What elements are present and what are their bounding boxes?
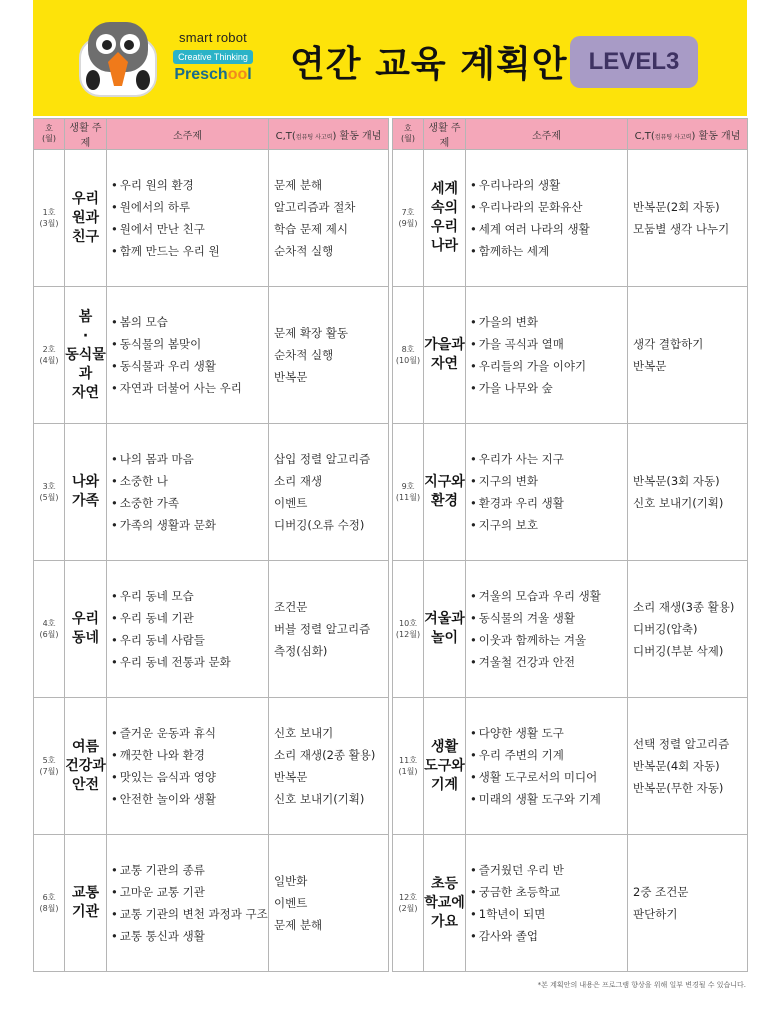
subtopic-item: • 지구의 변화 (470, 470, 627, 492)
plan-table-right (392, 118, 748, 972)
subtopic-item: • 우리 동네 모습 (111, 585, 268, 607)
theme-cell (65, 698, 107, 835)
col-header-ct-prefix: C,T( (634, 130, 655, 142)
theme-cell (65, 561, 107, 698)
ct-concept-item: 반복문 (274, 770, 308, 784)
ct-concept-cell (269, 561, 389, 698)
theme-cell-text: 우리 원과 친구 (71, 190, 100, 245)
subtopic-item: • 우리들의 가을 이야기 (470, 355, 627, 377)
subtopic-item: • 우리 원의 환경 (111, 174, 268, 196)
month-cell-text: 2호 (4월) (39, 345, 59, 365)
table-row (393, 835, 748, 972)
subtopic-item: • 1학년이 되면 (470, 903, 627, 925)
ct-concept-item: 학습 문제 제시 (274, 222, 348, 236)
subtopic-item: • 깨끗한 나와 환경 (111, 744, 268, 766)
subtopic-item: • 감사와 졸업 (470, 925, 627, 947)
ct-concept-cell (628, 698, 748, 835)
col-header-ct-small: 컴퓨팅 사고력 (654, 133, 692, 141)
brand-line-1: smart robot (179, 30, 247, 45)
month-cell (393, 150, 424, 287)
month-cell (393, 698, 424, 835)
ct-concept-item: 반복문 (274, 370, 308, 384)
footer-note: *본 계획안의 내용은 프로그램 향상을 위해 일부 변경될 수 있습니다. (537, 981, 746, 989)
subtopic-item: • 즐거운 운동과 휴식 (111, 722, 268, 744)
ct-concept-item: 소리 재생(3종 활용) (633, 600, 735, 614)
theme-cell (424, 150, 466, 287)
ct-concept-item: 순차적 실행 (274, 348, 334, 362)
ct-concept-item: 이벤트 (274, 896, 308, 910)
table-row (393, 424, 748, 561)
ct-concept-item: 조건문 (274, 600, 308, 614)
ct-concept-cell (628, 561, 748, 698)
col-header-ct-prefix: C,T( (275, 130, 296, 142)
ct-concept-item: 판단하기 (633, 907, 678, 921)
ct-concept-item: 디버깅(부분 삭제) (633, 644, 724, 658)
subtopic-item: • 생활 도구로서의 미디어 (470, 766, 627, 788)
subtopic-item: • 가을 나무와 숲 (470, 377, 627, 399)
col-header-theme: 생활 주제 (65, 119, 107, 150)
month-cell-text: 9호 (11월) (395, 482, 421, 502)
col-header-month-text: 호 (월) (42, 124, 56, 143)
ct-concept-item: 문제 분해 (274, 918, 323, 932)
theme-cell-text: 초등 학교에 가요 (424, 875, 465, 930)
plan-table-left (33, 118, 389, 972)
subtopic-item: • 미래의 생활 도구와 기계 (470, 788, 627, 810)
col-header-ct-suffix: ) 활동 개념 (691, 130, 741, 142)
page-title: 연간 교육 계획안 (290, 44, 568, 85)
theme-cell (424, 835, 466, 972)
ct-concept-item: 반복문(무한 자동) (633, 781, 724, 795)
ct-concept-item: 신호 보내기(기획) (274, 792, 365, 806)
subtopic-item: • 가족의 생활과 문화 (111, 514, 268, 536)
ct-concept-item: 문제 확장 활동 (274, 326, 348, 340)
theme-cell (424, 287, 466, 424)
ct-concept-cell (269, 287, 389, 424)
subtopic-item: • 원에서 만난 친구 (111, 218, 268, 240)
table-row (34, 424, 389, 561)
subtopic-item: • 교통 기관의 종류 (111, 859, 268, 881)
ct-concept-item: 디버깅(압축) (633, 622, 698, 636)
ct-concept-item: 알고리즘과 절차 (274, 200, 356, 214)
ct-concept-item: 일반화 (274, 874, 308, 888)
brand-line-3b: oo (227, 66, 248, 83)
month-cell-text: 10호 (12월) (395, 619, 421, 639)
subtopic-cell (466, 561, 628, 698)
ct-concept-item: 2중 조건문 (633, 885, 689, 899)
ct-concept-item: 측정(심화) (274, 644, 328, 658)
month-cell (34, 835, 65, 972)
ct-concept-cell (628, 835, 748, 972)
subtopic-item: • 궁금한 초등학교 (470, 881, 627, 903)
month-cell (34, 698, 65, 835)
table-row (34, 698, 389, 835)
ct-concept-cell (269, 698, 389, 835)
subtopic-item: • 우리나라의 문화유산 (470, 196, 627, 218)
col-header-sub: 소주제 (466, 119, 628, 150)
month-cell-text: 12호 (2월) (398, 893, 418, 913)
theme-cell (65, 150, 107, 287)
month-cell-text: 4호 (6월) (39, 619, 59, 639)
subtopic-item: • 맛있는 음식과 영양 (111, 766, 268, 788)
ct-concept-item: 반복문 (633, 359, 667, 373)
subtopic-item: • 안전한 놀이와 생활 (111, 788, 268, 810)
theme-cell (424, 424, 466, 561)
subtopic-item: • 다양한 생활 도구 (470, 722, 627, 744)
month-cell (34, 424, 65, 561)
month-cell-text: 3호 (5월) (39, 482, 59, 502)
brand-line-3 (168, 66, 258, 84)
subtopic-item: • 이웃과 함께하는 겨울 (470, 629, 627, 651)
theme-cell-text: 겨울과 놀이 (424, 611, 465, 646)
ct-concept-item: 반복문(2회 자동) (633, 200, 720, 214)
theme-cell-text: 우리 동네 (71, 611, 100, 646)
table-row (34, 150, 389, 287)
table-row (34, 835, 389, 972)
col-header-month-text: 호 (월) (401, 124, 415, 143)
month-cell-text: 6호 (8월) (39, 893, 59, 913)
subtopic-cell (466, 698, 628, 835)
brand-line-3a: Presch (174, 66, 228, 83)
subtopic-item: • 동식물의 봄맞이 (111, 333, 268, 355)
subtopic-item: • 동식물과 우리 생활 (111, 355, 268, 377)
subtopic-item: • 교통 기관의 변천 과정과 구조 (111, 903, 268, 925)
col-header-ct (269, 119, 389, 150)
brand-line-2: Creative Thinking (173, 50, 253, 64)
ct-concept-item: 모둠별 생각 나누기 (633, 222, 730, 236)
month-cell (34, 561, 65, 698)
month-cell (34, 150, 65, 287)
month-cell-text: 8호 (10월) (395, 345, 421, 365)
theme-cell (424, 561, 466, 698)
table-header-row (34, 119, 389, 150)
month-cell-text: 7호 (9월) (398, 208, 418, 228)
table-row (393, 698, 748, 835)
ct-concept-cell (269, 150, 389, 287)
theme-cell (65, 424, 107, 561)
col-header-ct (628, 119, 748, 150)
subtopic-item: • 소중한 나 (111, 470, 268, 492)
subtopic-cell (107, 150, 269, 287)
month-cell (34, 287, 65, 424)
theme-cell-text: 봄 · 동식물 과 자연 (65, 308, 106, 401)
col-header-sub: 소주제 (107, 119, 269, 150)
subtopic-item: • 가을의 변화 (470, 311, 627, 333)
brand-line-3c: l (247, 66, 252, 83)
theme-cell-text: 지구와 환경 (424, 474, 465, 509)
ct-concept-cell (628, 424, 748, 561)
theme-cell-text: 세계 속의 우리 나라 (430, 181, 459, 254)
subtopic-cell (466, 150, 628, 287)
col-header-theme: 생활 주제 (424, 119, 466, 150)
subtopic-item: • 우리 동네 사람들 (111, 629, 268, 651)
subtopic-cell (107, 561, 269, 698)
ct-concept-item: 소리 재생 (274, 474, 323, 488)
ct-concept-cell (269, 835, 389, 972)
subtopic-item: • 우리 동네 기관 (111, 607, 268, 629)
table-row (34, 287, 389, 424)
table-row (34, 561, 389, 698)
subtopic-item: • 동식물의 겨울 생활 (470, 607, 627, 629)
subtopic-item: • 즐거웠던 우리 반 (470, 859, 627, 881)
ct-concept-item: 소리 재생(2종 활용) (274, 748, 376, 762)
table-header-row (393, 119, 748, 150)
theme-cell-text: 여름 건강과 안전 (65, 738, 106, 793)
subtopic-cell (107, 287, 269, 424)
theme-cell-text: 교통 기관 (71, 885, 100, 920)
ct-concept-item: 삽입 정렬 알고리즘 (274, 452, 371, 466)
month-cell (393, 835, 424, 972)
subtopic-item: • 우리나라의 생활 (470, 174, 627, 196)
theme-cell-text: 가을과 자연 (424, 337, 465, 372)
ct-concept-item: 신호 보내기(기획) (633, 496, 724, 510)
subtopic-item: • 겨울철 건강과 안전 (470, 651, 627, 673)
subtopic-item: • 나의 몸과 마음 (111, 448, 268, 470)
brand-logo-text (168, 30, 258, 84)
table-row (393, 561, 748, 698)
col-header-ct-small: 컴퓨팅 사고력 (295, 133, 333, 141)
col-header-month (34, 119, 65, 150)
subtopic-item: • 소중한 가족 (111, 492, 268, 514)
ct-concept-item: 버블 정렬 알고리즘 (274, 622, 371, 636)
ct-concept-cell (628, 150, 748, 287)
subtopic-item: • 세계 여러 나라의 생활 (470, 218, 627, 240)
ct-concept-item: 이벤트 (274, 496, 308, 510)
subtopic-item: • 가을 곡식과 열매 (470, 333, 627, 355)
ct-concept-item: 반복문(4회 자동) (633, 759, 720, 773)
penguin-robot-logo-icon (78, 20, 158, 98)
month-cell-text: 1호 (3월) (39, 208, 59, 228)
subtopic-item: • 고마운 교통 기관 (111, 881, 268, 903)
table-row (393, 287, 748, 424)
subtopic-cell (466, 287, 628, 424)
col-header-month (393, 119, 424, 150)
subtopic-item: • 우리가 사는 지구 (470, 448, 627, 470)
ct-concept-cell (269, 424, 389, 561)
subtopic-item: • 우리 주변의 기계 (470, 744, 627, 766)
subtopic-item: • 지구의 보호 (470, 514, 627, 536)
ct-concept-item: 선택 정렬 알고리즘 (633, 737, 730, 751)
month-cell (393, 424, 424, 561)
ct-concept-item: 생각 결합하기 (633, 337, 704, 351)
ct-concept-item: 반복문(3회 자동) (633, 474, 720, 488)
subtopic-item: • 원에서의 하루 (111, 196, 268, 218)
month-cell-text: 11호 (1월) (398, 756, 418, 776)
subtopic-cell (107, 698, 269, 835)
subtopic-cell (466, 424, 628, 561)
ct-concept-item: 신호 보내기 (274, 726, 334, 740)
theme-cell-text: 나와 가족 (71, 474, 100, 509)
month-cell-text: 5호 (7월) (39, 756, 59, 776)
ct-concept-cell (628, 287, 748, 424)
subtopic-item: • 함께하는 세계 (470, 240, 627, 262)
ct-concept-item: 디버깅(오류 수정) (274, 518, 365, 532)
subtopic-item: • 환경과 우리 생활 (470, 492, 627, 514)
subtopic-item: • 교통 통신과 생활 (111, 925, 268, 947)
subtopic-item: • 겨울의 모습과 우리 생활 (470, 585, 627, 607)
subtopic-item: • 봄의 모습 (111, 311, 268, 333)
theme-cell-text: 생활 도구와 기계 (424, 738, 465, 793)
subtopic-cell (107, 424, 269, 561)
theme-cell (65, 835, 107, 972)
subtopic-cell (107, 835, 269, 972)
subtopic-cell (466, 835, 628, 972)
subtopic-item: • 함께 만드는 우리 원 (111, 240, 268, 262)
subtopic-item: • 우리 동네 전통과 문화 (111, 651, 268, 673)
month-cell (393, 561, 424, 698)
theme-cell (424, 698, 466, 835)
col-header-ct-suffix: ) 활동 개념 (332, 130, 382, 142)
month-cell (393, 287, 424, 424)
theme-cell (65, 287, 107, 424)
ct-concept-item: 순차적 실행 (274, 244, 334, 258)
table-row (393, 150, 748, 287)
subtopic-item: • 자연과 더불어 사는 우리 (111, 377, 268, 399)
ct-concept-item: 문제 분해 (274, 178, 323, 192)
level-badge: LEVEL3 (570, 36, 698, 88)
